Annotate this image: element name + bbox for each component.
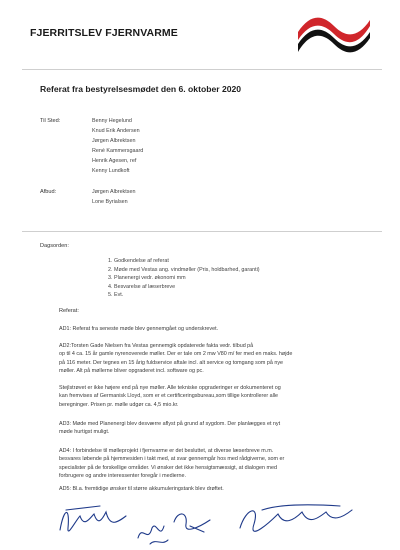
minutes-line: besvares løbende på hjemmesiden i takt med, at svar gennemgår hos med rådgiverne, som er [59, 456, 285, 463]
absent-name: Jørgen Albrektsen [92, 189, 136, 195]
minutes-paragraph-ad1 [59, 325, 374, 333]
attendee-name: Henrik Agesen, ref [92, 158, 137, 165]
document-title: Referat fra bestyrelsesmødet den 6. oktober 2020 [40, 84, 242, 94]
company-name: FJERRITSLEV FJERNVARME [30, 27, 178, 39]
minutes-line: AD1: Referat fra seneste møde blev gennemgået og underskrevet. [59, 326, 219, 332]
agenda-item: 4. Besvarelse af læserbreve [108, 283, 176, 290]
agenda-item: 3. Planenergi vedr. økonomi mm [108, 275, 186, 282]
agenda-label: Dagsorden: [40, 243, 69, 249]
minutes-paragraph-ad4 [59, 447, 374, 481]
minutes-line: på 116 meter. Der tegnes en 15 årig fuldservice aftale incl. alt service og tomgang som på nye [59, 359, 284, 366]
section-divider [22, 231, 382, 232]
attendee-name: Jørgen Albrektsen [92, 138, 136, 145]
minutes-line: møde hurtigst muligt. [59, 429, 110, 436]
attendees-label: Til Sted: [40, 118, 61, 124]
minutes-label: Referat: [59, 308, 79, 314]
attendee-name: Benny Hegelund [92, 118, 132, 124]
minutes-line: AD4: I forbindelse til mølleprojekt i fjernvarme er det besluttet, at diverse læserbreve m.m. [59, 448, 274, 454]
minutes-line: op til 4 ca. 15 år gamle nyrenoverede møller. Der er tale om 2 mw V80 m/ fer med en maks. højde [59, 351, 293, 358]
minutes-paragraph-ad2-cont [59, 384, 374, 409]
minutes-paragraph-ad3 [59, 420, 374, 437]
minutes-line: beregninger. Prisen pr. mølle udgør ca. 4,5 mio.kr. [59, 401, 179, 408]
agenda-item: 5. Evt. [108, 292, 124, 299]
attendee-name: Kenny Lundkoft [92, 168, 130, 175]
agenda-list [108, 257, 260, 300]
absent-list [92, 187, 135, 207]
agenda-item: 1. Godkendelse af referat [108, 258, 169, 264]
minutes-line: AD2:Torsten Gade Nielsen fra Vestas gennemgik opdaterede fakta vedr. tilbud på [59, 343, 254, 349]
attendee-name: Knud Erik Andersen [92, 128, 140, 135]
minutes-paragraph-ad2 [59, 342, 374, 376]
company-logo [296, 16, 372, 54]
agenda-item: 2. Møde med Vestas ang. vindmøller (Pris, holdbarhed, garanti) [108, 266, 260, 273]
absent-label: Afbud: [40, 189, 57, 195]
minutes-line: kan fremvises af Germanisk Lloyd, som er et certificeringsbureau,som tillige kontrollerer alle [59, 393, 279, 400]
minutes-paragraph-ad5 [59, 485, 374, 493]
absent-name: Lone Byrialsen [92, 199, 128, 206]
minutes-line: AD5: Bl.a. fremtidige ønsker til større akkumuleringstank blev drøftet. [59, 486, 224, 492]
minutes-line: forbrugere og andre interessenter foregår i medierne. [59, 473, 187, 480]
minutes-line: AD3: Møde med Planenergi blev desværre aflyst på grund af sygdom. Der planlægges et nyt [59, 421, 281, 427]
minutes-line: møller. Alt på møllerne bliver opgraderet incl. software og pc. [59, 368, 204, 375]
header-divider [22, 69, 382, 70]
handwritten-signatures [40, 498, 380, 548]
minutes-line: Stejlstrøvet er ikke højere end på nye møller. Alle tekniske opgraderinger er dokumenteret og [59, 385, 281, 391]
minutes-line: specialister på de forskellige områder. Vi ønsker det ikke hensigtsmæssigt, at dialogen med [59, 464, 278, 471]
attendees-list [92, 116, 143, 177]
attendee-name: René Kammersgaard [92, 148, 144, 155]
